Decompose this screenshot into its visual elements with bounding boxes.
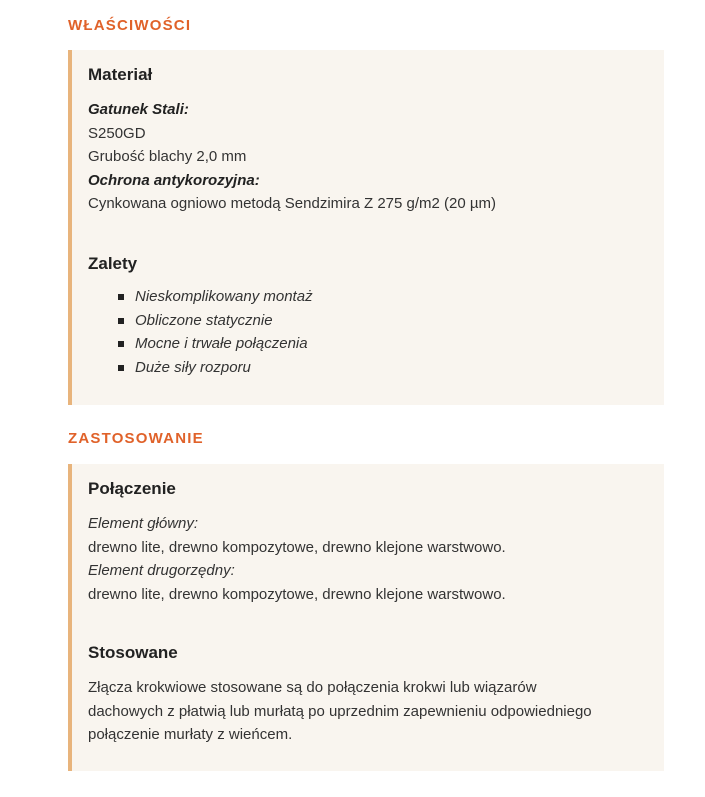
application-section-heading: ZASTOSOWANIE: [68, 430, 204, 447]
usage-line: połączenie murłaty z wieńcem.: [88, 726, 293, 743]
connection-details: [88, 512, 658, 606]
advantages-list: [88, 285, 648, 379]
secondary-element-label: Element drugorzędny:: [88, 562, 235, 579]
main-element-value: drewno lite, drewno kompozytowe, drewno klejone warstwowo.: [88, 538, 506, 556]
secondary-element-value: drewno lite, drewno kompozytowe, drewno klejone warstwowo.: [88, 585, 506, 603]
steel-grade-label: Gatunek Stali:: [88, 101, 189, 118]
material-details: [88, 98, 658, 216]
bullet-square-icon: [118, 365, 124, 371]
usage-title: Stosowane: [88, 643, 178, 662]
advantages-title: Zalety: [88, 254, 138, 273]
advantage-text: Duże siły rozporu: [135, 358, 251, 376]
application-card: [68, 464, 664, 771]
corrosion-protection-value: Cynkowana ogniowo metodą Sendzimira Z 275 g/m2 (20 µm): [88, 195, 497, 212]
advantage-text: Nieskomplikowany montaż: [135, 288, 313, 305]
usage-line: Złącza krokwiowe stosowane są do połączenia krokwi lub wiązarów: [88, 679, 537, 696]
bullet-square-icon: [118, 341, 124, 347]
list-item: [88, 332, 648, 356]
main-element-label: Element główny:: [88, 515, 199, 532]
connection-title: Połączenie: [88, 479, 176, 498]
properties-section-heading: WŁAŚCIWOŚCI: [68, 17, 192, 34]
bullet-square-icon: [118, 294, 124, 300]
advantage-text: Obliczone statycznie: [135, 311, 273, 329]
usage-description: [88, 676, 663, 747]
advantage-text: Mocne i trwałe połączenia: [135, 335, 308, 352]
list-item: [88, 309, 648, 333]
list-item: [88, 356, 648, 380]
properties-card: [68, 50, 664, 405]
corrosion-protection-label: Ochrona antykorozyjna:: [88, 171, 260, 189]
material-title: Materiał: [88, 65, 153, 84]
usage-line: dachowych z płatwią lub murłatą po uprzednim zapewnieniu odpowiedniego: [88, 702, 592, 720]
steel-grade-value: S250GD: [88, 124, 146, 142]
sheet-thickness: Grubość blachy 2,0 mm: [88, 148, 247, 165]
bullet-square-icon: [118, 318, 124, 324]
list-item: [88, 285, 648, 309]
